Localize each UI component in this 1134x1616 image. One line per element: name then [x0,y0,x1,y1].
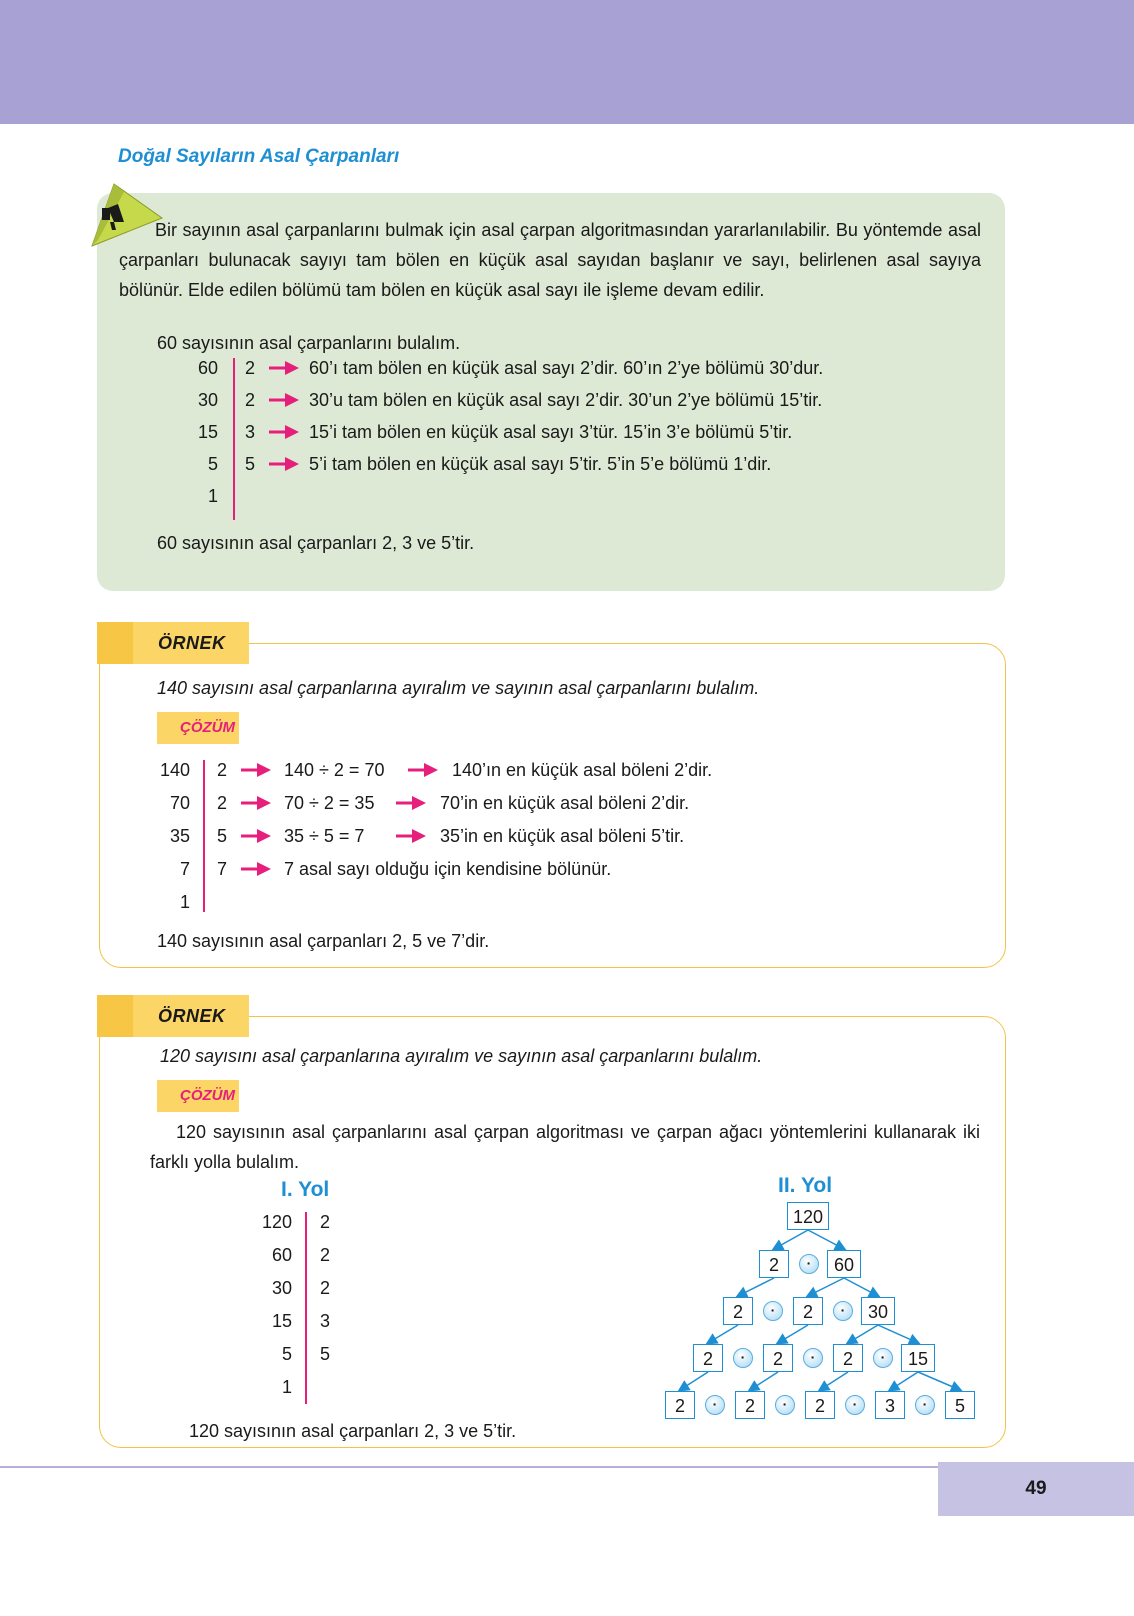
arrow-icon [269,393,299,407]
example1-tab-label: ÖRNEK [158,633,226,653]
footer-line [0,1466,940,1468]
tree-node: 2 [793,1297,823,1325]
example1-row-number: 1 [179,892,190,912]
way1-row-number: 5 [281,1344,292,1364]
way1-label: I. Yol [281,1178,330,1201]
info-row-explanation: 15’i tam bölen en küçük asal sayı 3’tür. 15’in 3’e bölümü 5’tir. [309,422,793,442]
example1-row-equation: 7 asal sayı olduğu için kendisine bölünür. [284,859,612,879]
info-row-number: 15 [197,422,218,442]
tree-node: 60 [827,1250,861,1278]
way1-row-number: 1 [281,1377,292,1397]
info-row-number: 30 [197,390,218,410]
multiply-dot-icon: · [775,1395,795,1415]
tree-node: 2 [723,1297,753,1325]
tree-node: 3 [875,1391,905,1419]
example1-row-number: 70 [169,793,190,813]
info-paragraph: Bir sayının asal çarpanlarını bulmak için asal çarpan algoritmasından yararlanılabilir. Bu yöntemde asal çarpanları bulunacak sayıyı tam bölen en küçük asal sayıdan başlanır ve sayı, belirlenen asal sayıya bölünür. Elde edilen bölümü tam bölen en küçük asal sayı ile işleme devam edilir. [119,220,981,300]
example2-question: 120 sayısını asal çarpanlarına ayıralım ve sayının asal çarpanlarını bulalım. [160,1046,763,1066]
arrow-icon [269,361,299,375]
multiply-dot-icon: · [763,1301,783,1321]
way1-row-divisor: 2 [320,1245,331,1265]
tree-node: 2 [735,1391,765,1419]
arrow-icon [269,457,299,471]
example2-conclusion: 120 sayısının asal çarpanları 2, 3 ve 5’tir. [189,1421,517,1441]
info-row-divisor: 3 [245,422,256,442]
info-row-divisor: 2 [245,390,256,410]
example1-row-divisor: 7 [217,859,228,879]
example1-row-number: 7 [179,859,190,879]
example1-row-equation: 70 ÷ 2 = 35 [284,793,375,813]
way1-row-number: 15 [271,1311,292,1331]
way1-row-number: 30 [271,1278,292,1298]
info-intro: 60 sayısının asal çarpanlarını bulalım. [157,333,461,353]
info-conclusion: 60 sayısının asal çarpanları 2, 3 ve 5’tir. [157,533,475,553]
info-row-number: 1 [207,486,218,506]
example1-row-equation: 140 ÷ 2 = 70 [284,760,385,780]
division-line [203,760,205,912]
division-line [305,1212,307,1404]
way1-row-divisor: 5 [320,1344,331,1364]
info-row-explanation: 30’u tam bölen en küçük asal sayı 2’dir. 30’un 2’ye bölümü 15’tir. [309,390,823,410]
example1-row-divisor: 2 [217,760,228,780]
multiply-dot-icon: · [833,1301,853,1321]
multiply-dot-icon: · [733,1348,753,1368]
info-row-explanation: 5’i tam bölen en küçük asal sayı 5’tir. 5’in 5’e bölümü 1’dir. [309,454,772,474]
arrow-icon [396,796,426,810]
arrow-icon [269,425,299,439]
tree-node: 30 [861,1297,895,1325]
example1-row-equation: 35 ÷ 5 = 7 [284,826,365,846]
info-row-divisor: 5 [245,454,256,474]
tree-node: 15 [901,1344,935,1372]
way2-label: II. Yol [778,1174,833,1197]
example1-row-divisor: 5 [217,826,228,846]
way1-row-divisor: 2 [320,1212,331,1232]
multiply-dot-icon: · [873,1348,893,1368]
arrow-icon [241,796,271,810]
example2-paragraph: 120 sayısının asal çarpanlarını asal çarpan algoritması ve çarpan ağacı yöntemlerini kullanarak iki farklı yolla bulalım. [150,1122,980,1172]
arrow-icon [396,829,426,843]
way1-row-divisor: 3 [320,1311,331,1331]
example2-solution-label: ÇÖZÜM [180,1087,235,1104]
multiply-dot-icon: · [803,1348,823,1368]
tree-node: 2 [759,1250,789,1278]
page-number: 49 [1025,1478,1047,1499]
tree-node: 2 [805,1391,835,1419]
section-title: Doğal Sayıların Asal Çarpanları [118,146,400,167]
multiply-dot-icon: · [845,1395,865,1415]
info-row-number: 5 [207,454,218,474]
example2-tab-label: ÖRNEK [158,1006,226,1026]
multiply-dot-icon: · [705,1395,725,1415]
info-row-divisor: 2 [245,358,256,378]
example1-row-explanation: 140’ın en küçük asal böleni 2’dir. [452,760,713,780]
arrow-icon [241,862,271,876]
example1-solution-label: ÇÖZÜM [180,719,235,736]
example1-row-number: 35 [169,826,190,846]
multiply-dot-icon: · [799,1254,819,1274]
tree-node: 2 [833,1344,863,1372]
way1-row-number: 60 [271,1245,292,1265]
info-row-number: 60 [197,358,218,378]
division-line [233,358,235,520]
way1-row-divisor: 2 [320,1278,331,1298]
info-row-explanation: 60’ı tam bölen en küçük asal sayı 2’dir. 60’ın 2’ye bölümü 30’dur. [309,358,824,378]
arrow-icon [241,829,271,843]
arrow-icon [408,763,438,777]
example1-conclusion: 140 sayısının asal çarpanları 2, 5 ve 7’dir. [157,931,490,951]
top-band [0,0,1134,124]
tree-node: 120 [787,1202,829,1230]
tree-node: 2 [693,1344,723,1372]
tree-node: 2 [763,1344,793,1372]
tree-node: 2 [665,1391,695,1419]
example1-question: 140 sayısını asal çarpanlarına ayıralım ve sayının asal çarpanlarını bulalım. [157,678,760,698]
multiply-dot-icon: · [915,1395,935,1415]
arrow-icon [241,763,271,777]
example1-row-number: 140 [159,760,190,780]
example1-row-explanation: 35’in en küçük asal böleni 5’tir. [440,826,685,846]
way1-row-number: 120 [261,1212,292,1232]
example1-row-explanation: 70’in en küçük asal böleni 2’dir. [440,793,690,813]
example1-row-divisor: 2 [217,793,228,813]
tree-node: 5 [945,1391,975,1419]
